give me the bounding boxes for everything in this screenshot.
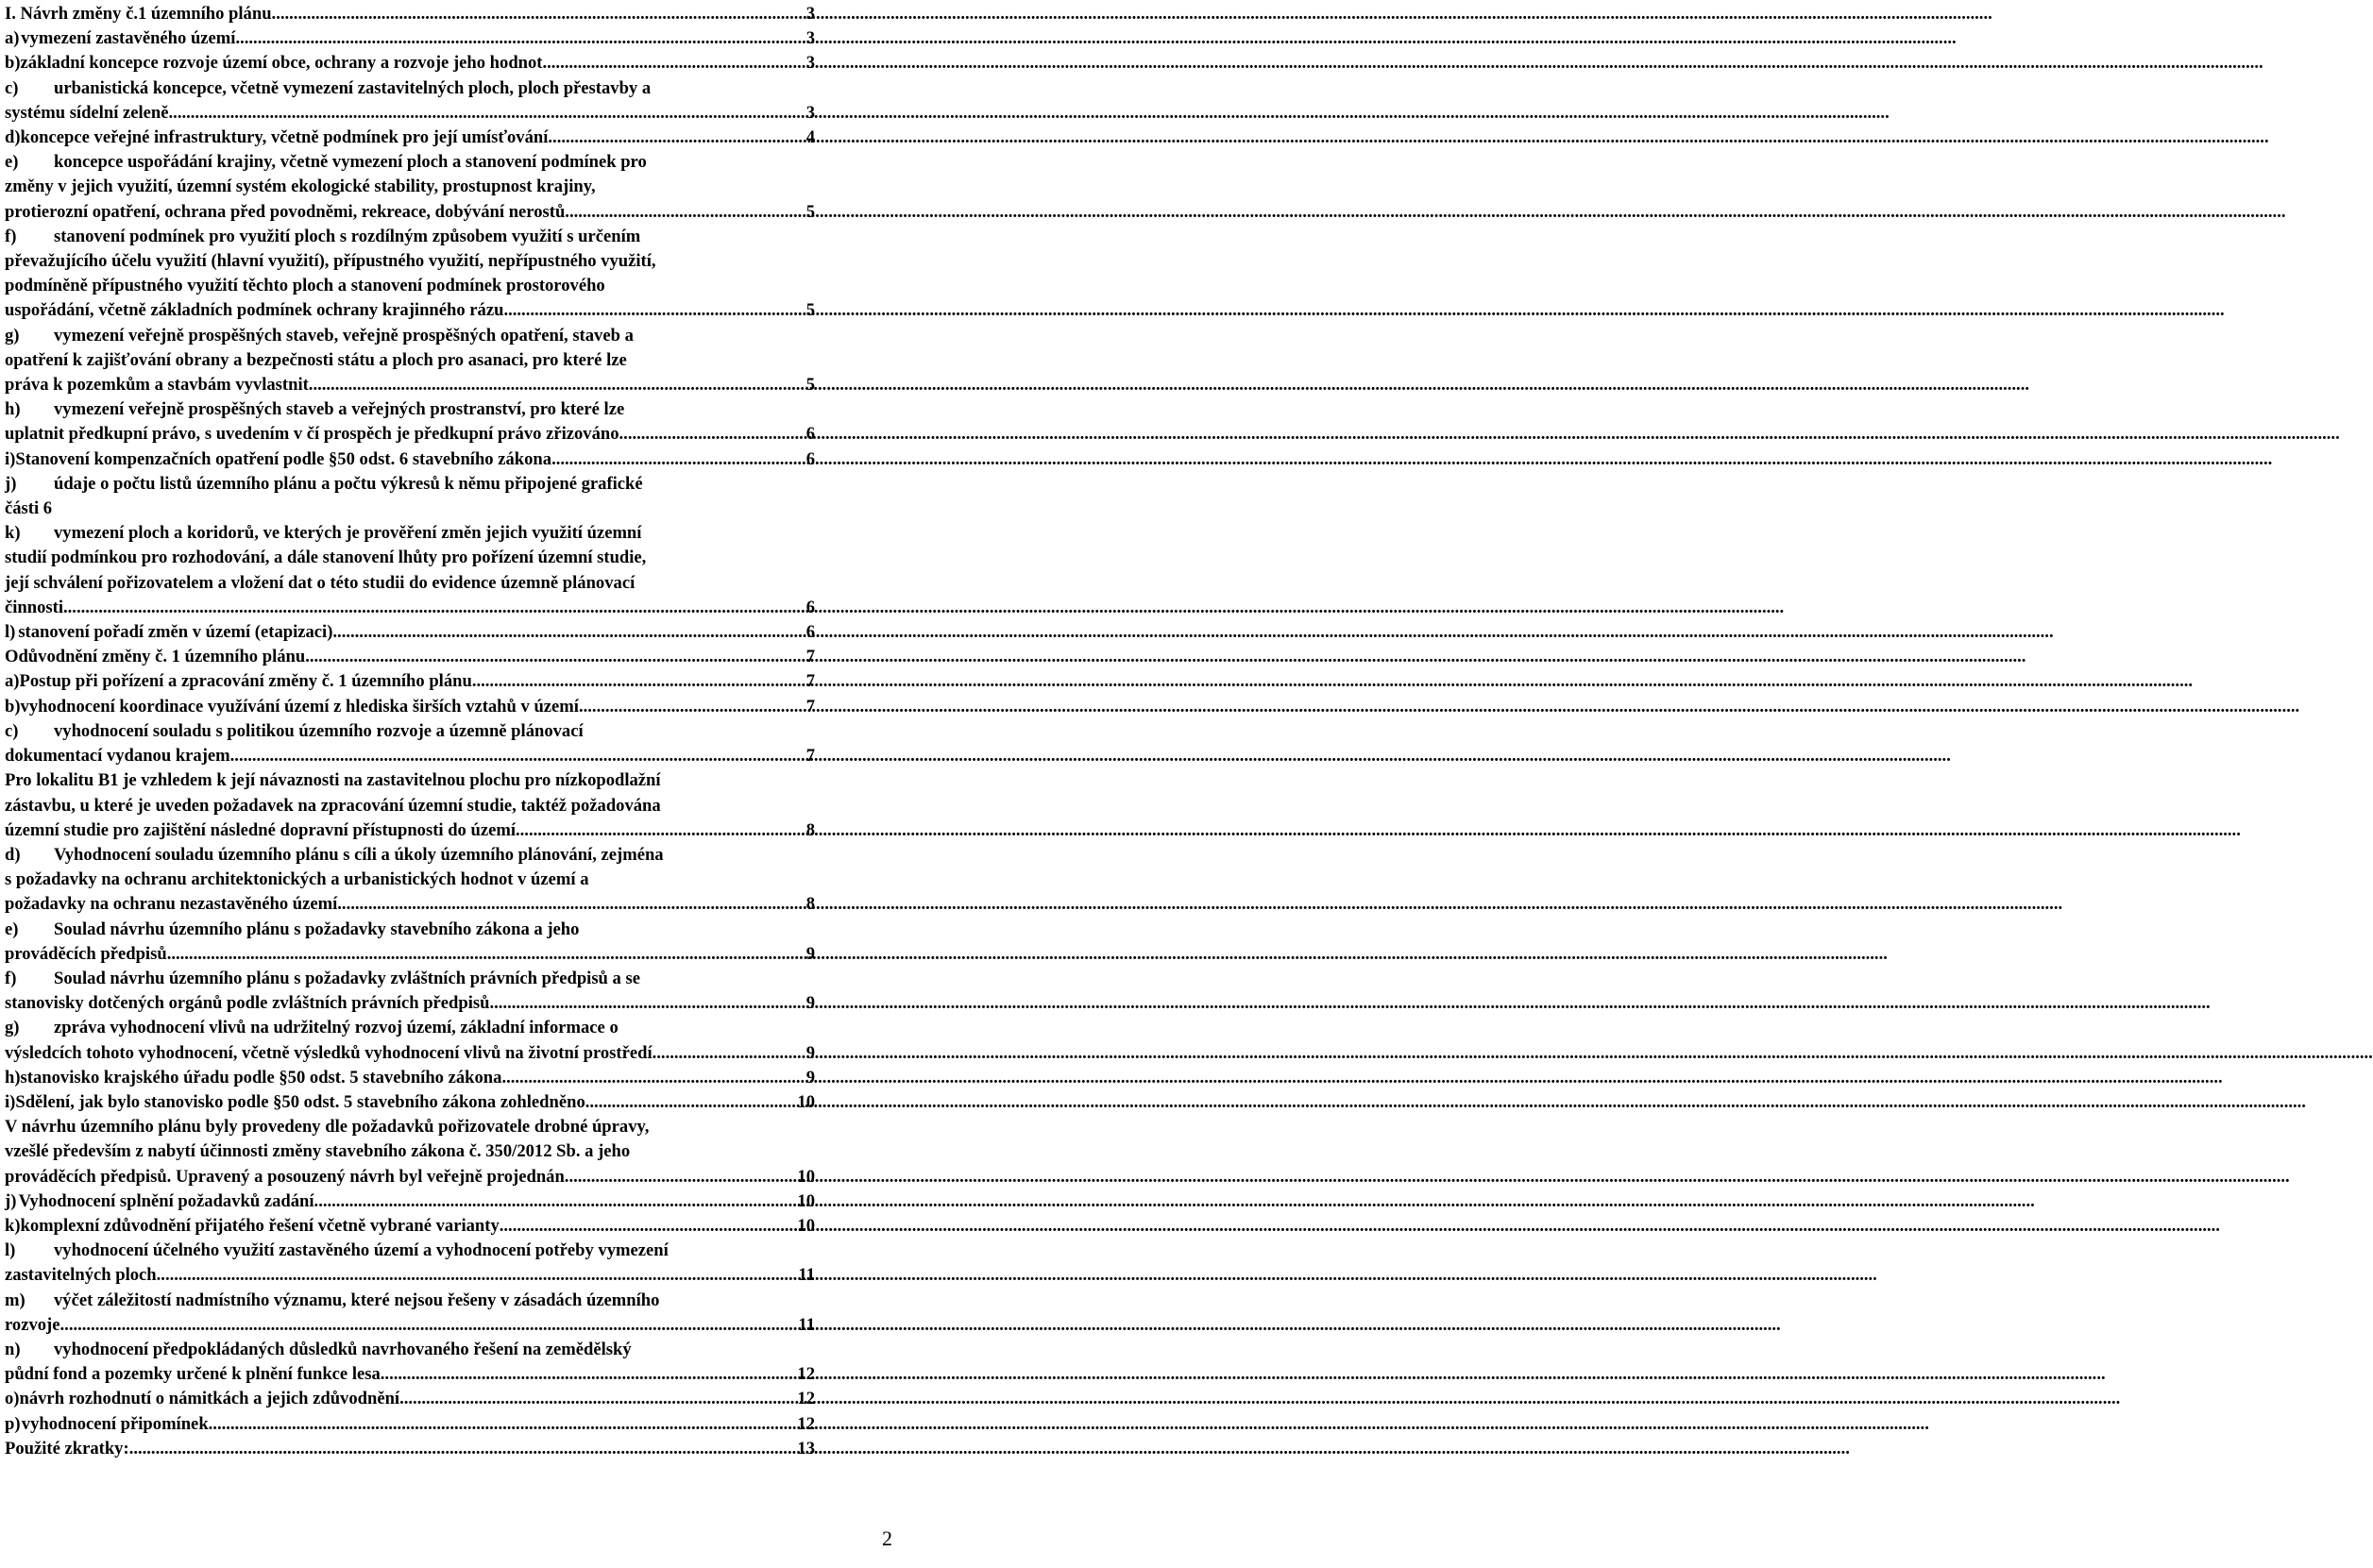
toc-text: stanovení pořadí změn v území (etapizaci) <box>18 622 333 643</box>
toc-line <box>5 1239 815 1263</box>
toc-page-number: 5 <box>805 201 815 222</box>
toc-entry <box>5 397 815 447</box>
toc-entry <box>5 126 815 150</box>
toc-text: opatření k zajišťování obrany a bezpečnosti státu a ploch pro asanaci, pro které lze <box>5 349 627 370</box>
toc-page-number: 3 <box>805 28 815 49</box>
toc-entry <box>5 918 815 967</box>
toc-label: a) <box>5 28 20 49</box>
toc-label: d) <box>5 844 21 865</box>
toc-page-number: 5 <box>805 300 815 321</box>
toc-label: c) <box>5 720 19 741</box>
toc-text: vyhodnocení koordinace využívání území z hlediska širších vztahů v území <box>20 696 579 717</box>
toc-page-number: 7 <box>805 647 815 667</box>
toc-page-number: 3 <box>805 4 815 24</box>
toc-text: koncepce veřejné infrastruktury, včetně podmínek pro její umísťování <box>20 127 549 148</box>
toc-label: o) <box>5 1389 20 1409</box>
toc-text: systému sídelní zeleně <box>5 102 169 123</box>
toc-text: Soulad návrhu územního plánu s požadavky stavebního zákona a jeho <box>54 919 580 939</box>
toc-line <box>5 274 815 298</box>
toc-text: vyhodnocení účelného využití zastavěného území a vyhodnocení potřeby vymezení <box>54 1240 669 1261</box>
toc-line <box>5 695 815 719</box>
toc-label: n) <box>5 1339 21 1359</box>
dot-leader <box>619 422 806 447</box>
toc-line <box>5 373 815 397</box>
toc-label: k) <box>5 1215 21 1236</box>
toc-line <box>5 225 815 249</box>
toc-page-number: 4 <box>805 127 815 148</box>
toc-page-number: 9 <box>805 1067 815 1087</box>
toc-text: rozvoje <box>5 1314 60 1335</box>
toc-text: stanovisko krajského úřadu podle §50 odst. 5 stavebního zákona <box>20 1067 502 1087</box>
toc-label: b) <box>5 696 21 717</box>
toc-label: l) <box>5 622 16 643</box>
toc-label: i) <box>5 448 16 469</box>
toc-label: b) <box>5 53 21 74</box>
toc-entry <box>5 645 815 669</box>
toc-text: prováděcích předpisů. Upravený a posouzený návrh byl veřejně projednán. <box>5 1166 569 1187</box>
toc-page-number: 10 <box>797 1091 815 1112</box>
toc-page-number: 3 <box>805 102 815 123</box>
toc-line <box>5 1263 815 1288</box>
dot-leader <box>653 1041 806 1066</box>
toc-page-number: 6 <box>805 448 815 469</box>
toc-entry <box>5 1214 815 1239</box>
toc-entry <box>5 51 815 76</box>
toc-text: Odůvodnění změny č. 1 územního plánu <box>5 647 306 667</box>
toc-page-number: 7 <box>805 671 815 692</box>
toc-entry <box>5 1016 815 1065</box>
toc-text: vyhodnocení připomínek <box>21 1413 209 1434</box>
toc-line <box>5 571 815 596</box>
toc-text: vzešlé především z nabytí účinnosti změny stavebního zákona č. 350/2012 Sb. a jeho <box>5 1141 631 1162</box>
toc-text: uspořádání, včetně základních podmínek ochrany krajinného rázu <box>5 300 504 321</box>
dot-leader <box>568 1165 797 1189</box>
toc-label: g) <box>5 325 20 346</box>
toc-text: komplexní zdůvodnění přijatého řešení včetně vybrané varianty <box>20 1215 500 1236</box>
toc-entry <box>5 1066 815 1090</box>
table-of-contents <box>5 2 815 1461</box>
toc-entry <box>5 150 815 225</box>
dot-leader <box>309 373 806 397</box>
toc-text: V návrhu územního plánu byly provedeny dle požadavků pořizovatele drobné úpravy, <box>5 1117 650 1138</box>
toc-line <box>5 967 815 991</box>
toc-label: f) <box>5 968 17 988</box>
toc-text: zpráva vyhodnocení vlivů na udržitelný rozvoj území, základní informace o <box>54 1018 619 1038</box>
dot-leader <box>305 645 805 669</box>
toc-text: urbanistická koncepce, včetně vymezení zastavitelných ploch, ploch přestavby a <box>54 77 652 98</box>
toc-line <box>5 1214 815 1239</box>
toc-text: vymezení veřejně prospěšných staveb a veřejných prostranství, pro které lze <box>54 399 625 420</box>
toc-text: práva k pozemkům a stavbám vyvlastnit <box>5 375 309 396</box>
toc-line <box>5 1412 815 1437</box>
toc-page-number: 12 <box>797 1413 815 1434</box>
toc-page-number: 8 <box>805 894 815 915</box>
toc-text: vyhodnocení předpokládaných důsledků navrhovaného řešení na zemědělský <box>54 1339 632 1359</box>
toc-page-number: 12 <box>797 1364 815 1385</box>
dot-leader <box>489 991 805 1016</box>
toc-label: h) <box>5 1067 21 1087</box>
toc-text: Postup při pořízení a zpracování změny č. 1 územního plánu <box>19 671 472 692</box>
toc-text: uplatnit předkupní právo, s uvedením v čí prospěch je předkupní právo zřizováno <box>5 424 619 445</box>
toc-text: dokumentací vydanou krajem <box>5 746 230 767</box>
toc-line <box>5 942 815 967</box>
toc-text: vyhodnocení souladu s politikou územního rozvoje a územně plánovací <box>54 720 584 741</box>
toc-line <box>5 200 815 225</box>
toc-line <box>5 1289 815 1313</box>
toc-text: zástavbu, u které je uveden požadavek na zpracování územní studie, taktéž požadována <box>5 795 661 816</box>
toc-text: podmíněně přípustného využití těchto ploch a stanovení podmínek prostorového <box>5 276 605 296</box>
toc-line <box>5 249 815 274</box>
toc-line <box>5 2 815 26</box>
toc-page-number: 6 <box>805 424 815 445</box>
dot-leader <box>209 1412 798 1437</box>
toc-entry <box>5 521 815 620</box>
toc-entry <box>5 324 815 398</box>
toc-text: vymezení veřejně prospěšných staveb, veřejně prospěšných opatření, staveb a <box>54 325 634 346</box>
dot-leader <box>314 1189 798 1214</box>
toc-page-number: 10 <box>797 1166 815 1187</box>
toc-line <box>5 101 815 126</box>
toc-entry <box>5 967 815 1016</box>
toc-entry <box>5 695 815 719</box>
dot-leader <box>157 1263 799 1288</box>
toc-entry <box>5 472 815 521</box>
toc-line <box>5 521 815 546</box>
toc-entry <box>5 768 815 843</box>
dot-leader <box>542 51 805 76</box>
toc-line <box>5 1016 815 1040</box>
toc-page-number: 7 <box>805 696 815 717</box>
toc-label: j) <box>5 473 17 494</box>
toc-entry <box>5 1239 815 1288</box>
dot-leader <box>63 596 806 620</box>
dot-leader <box>472 669 806 694</box>
toc-line <box>5 150 815 175</box>
toc-text: Vyhodnocení souladu územního plánu s cíli a úkoly územního plánování, zejména <box>54 844 664 865</box>
toc-line <box>5 1338 815 1362</box>
toc-text: I. Návrh změny č.1 územního plánu <box>5 4 272 24</box>
dot-leader <box>129 1437 798 1461</box>
toc-line <box>5 472 815 497</box>
toc-line <box>5 596 815 620</box>
toc-entry <box>5 1437 815 1461</box>
toc-label: e) <box>5 919 19 939</box>
toc-entry <box>5 1338 815 1387</box>
toc-line <box>5 1066 815 1090</box>
toc-line <box>5 447 815 472</box>
toc-label: h) <box>5 399 21 420</box>
dot-leader <box>500 1214 798 1239</box>
toc-line <box>5 843 815 868</box>
toc-line <box>5 298 815 323</box>
toc-page-number: 6 <box>805 597 815 617</box>
dot-leader <box>520 818 806 843</box>
toc-text: stanovisky dotčených orgánů podle zvláštních právních předpisů <box>5 993 490 1014</box>
dot-leader <box>503 298 805 323</box>
toc-text: zastavitelných ploch <box>5 1265 157 1286</box>
toc-page-number: 3 <box>805 53 815 74</box>
toc-entry <box>5 447 815 472</box>
dot-leader <box>332 620 805 645</box>
toc-line <box>5 26 815 51</box>
toc-text: požadavky na ochranu nezastavěného území. <box>5 894 342 915</box>
toc-text: Sdělení, jak bylo stanovisko podle §50 odst. 5 stavebního zákona zohledněno <box>15 1091 585 1112</box>
toc-line <box>5 324 815 348</box>
toc-text: Pro lokalitu B1 je vzhledem k její návaznosti na zastavitelnou plochu pro nízkopodlažní <box>5 770 661 791</box>
toc-label: a) <box>5 671 20 692</box>
toc-text: stanovení podmínek pro využití ploch s rozdílným způsobem využití s určením <box>54 226 641 246</box>
toc-page-number: 8 <box>805 819 815 840</box>
toc-entry <box>5 1412 815 1437</box>
toc-text: protierozní opatření, ochrana před povodněmi, rekreace, dobývání nerostů <box>5 201 566 222</box>
toc-page-number: 7 <box>805 746 815 767</box>
toc-page-number: 9 <box>805 1042 815 1063</box>
toc-line <box>5 645 815 669</box>
toc-entry <box>5 843 815 918</box>
toc-page-number: 11 <box>798 1314 815 1335</box>
toc-line <box>5 892 815 917</box>
toc-label: k) <box>5 523 21 544</box>
toc-label: g) <box>5 1018 20 1038</box>
dot-leader <box>565 200 805 225</box>
toc-page-number: 13 <box>797 1438 815 1458</box>
toc-label: d) <box>5 127 21 148</box>
toc-line <box>5 546 815 570</box>
toc-text: Soulad návrhu územního plánu s požadavky zvláštních právních předpisů a se <box>54 968 640 988</box>
toc-page-number: 6 <box>805 622 815 643</box>
toc-entry <box>5 2 815 26</box>
toc-line <box>5 1139 815 1164</box>
toc-text: Stanovení kompenzačních opatření podle §50 odst. 6 stavebního zákona <box>15 448 552 469</box>
toc-line <box>5 1313 815 1338</box>
toc-label: i) <box>5 1091 16 1112</box>
toc-text: výčet záležitostí nadmístního významu, které nejsou řešeny v zásadách územního <box>54 1290 660 1310</box>
toc-label: p) <box>5 1413 21 1434</box>
toc-entry <box>5 669 815 694</box>
dot-leader <box>548 126 805 150</box>
toc-line <box>5 175 815 199</box>
toc-page-number: 10 <box>797 1215 815 1236</box>
toc-line <box>5 76 815 101</box>
toc-text: výsledcích tohoto vyhodnocení, včetně výsledků vyhodnocení vlivů na životní prostředí <box>5 1042 653 1063</box>
toc-label: f) <box>5 226 17 246</box>
toc-line <box>5 348 815 373</box>
toc-line <box>5 1362 815 1387</box>
toc-page-number: 11 <box>798 1265 815 1286</box>
toc-text: změny v jejich využití, územní systém ekologické stability, prostupnost krajiny, <box>5 177 596 197</box>
toc-entry <box>5 76 815 126</box>
toc-label: c) <box>5 77 19 98</box>
toc-entry <box>5 1387 815 1411</box>
toc-line <box>5 397 815 422</box>
dot-leader <box>230 744 806 768</box>
toc-line <box>5 768 815 793</box>
toc-entry <box>5 620 815 645</box>
toc-line <box>5 818 815 843</box>
toc-page-number: 10 <box>797 1190 815 1211</box>
dot-leader <box>384 1362 797 1387</box>
toc-line <box>5 744 815 768</box>
toc-text: Použité zkratky: <box>5 1438 129 1458</box>
toc-text: její schválení pořizovatelem a vložení dat o této studii do evidence územně plánovací <box>5 572 636 593</box>
toc-line <box>5 51 815 76</box>
toc-text: vymezení zastavěného území <box>21 28 236 49</box>
dot-leader <box>399 1387 797 1411</box>
dot-leader <box>585 1090 798 1115</box>
toc-label: m) <box>5 1290 25 1310</box>
dot-leader <box>579 695 806 719</box>
toc-line <box>5 991 815 1016</box>
toc-text: studií podmínkou pro rozhodování, a dále stanovení lhůty pro pořízení územní studie, <box>5 548 647 568</box>
dot-leader <box>501 1066 805 1090</box>
page-number: 2 <box>882 1526 892 1550</box>
toc-line <box>5 719 815 744</box>
dot-leader <box>551 447 806 472</box>
toc-page-number: 12 <box>797 1389 815 1409</box>
toc-entry <box>5 1289 815 1338</box>
toc-text: s požadavky na ochranu architektonických a urbanistických hodnot v území a <box>5 869 589 890</box>
dot-leader <box>169 101 806 126</box>
toc-entry <box>5 1189 815 1214</box>
toc-entry <box>5 225 815 324</box>
toc-line <box>5 1165 815 1189</box>
toc-text: činnosti <box>5 597 63 617</box>
toc-text: prováděcích předpisů <box>5 943 167 964</box>
toc-entry <box>5 1090 815 1115</box>
toc-line <box>5 1090 815 1115</box>
toc-line <box>5 620 815 645</box>
toc-line <box>5 1387 815 1411</box>
toc-label: l) <box>5 1240 16 1261</box>
dot-leader <box>342 892 806 917</box>
toc-line <box>5 669 815 694</box>
toc-page-number: 9 <box>805 943 815 964</box>
toc-line <box>5 126 815 150</box>
toc-text: části 6 <box>5 498 53 519</box>
toc-line <box>5 918 815 942</box>
toc-line <box>5 1115 815 1139</box>
toc-line <box>5 1437 815 1461</box>
toc-line <box>5 1041 815 1066</box>
toc-text: Vyhodnocení splnění požadavků zadání <box>18 1190 314 1211</box>
toc-label: j) <box>5 1190 17 1211</box>
dot-leader <box>167 942 806 967</box>
dot-leader <box>235 26 805 51</box>
toc-line <box>5 497 815 521</box>
toc-line <box>5 422 815 447</box>
toc-line <box>5 868 815 892</box>
toc-text: základní koncepce rozvoje území obce, ochrany a rozvoje jeho hodnot <box>20 53 543 74</box>
toc-text: návrh rozhodnutí o námitkách a jejich zdůvodnění <box>19 1389 400 1409</box>
toc-text: údaje o počtu listů územního plánu a počtu výkresů k němu připojené grafické <box>54 473 643 494</box>
toc-entry <box>5 26 815 51</box>
toc-line <box>5 1189 815 1214</box>
toc-label: e) <box>5 152 19 173</box>
toc-entry <box>5 1115 815 1189</box>
toc-text: půdní fond a pozemky určené k plnění funkce lesa. <box>5 1364 385 1385</box>
toc-page-number: 9 <box>805 993 815 1014</box>
toc-page-number: 5 <box>805 375 815 396</box>
toc-text: vymezení ploch a koridorů, ve kterých je prověření změn jejich využití územní <box>54 523 642 544</box>
dot-leader <box>60 1313 799 1338</box>
toc-text: koncepce uspořádání krajiny, včetně vymezení ploch a stanovení podmínek pro <box>54 152 647 173</box>
toc-text: územní studie pro zajištění následné dopravní přístupnosti do území. <box>5 819 520 840</box>
toc-entry <box>5 719 815 768</box>
toc-line <box>5 794 815 818</box>
dot-leader <box>272 2 806 26</box>
toc-text: převažujícího účelu využití (hlavní využití), přípustného využití, nepřípustného využití, <box>5 251 656 272</box>
